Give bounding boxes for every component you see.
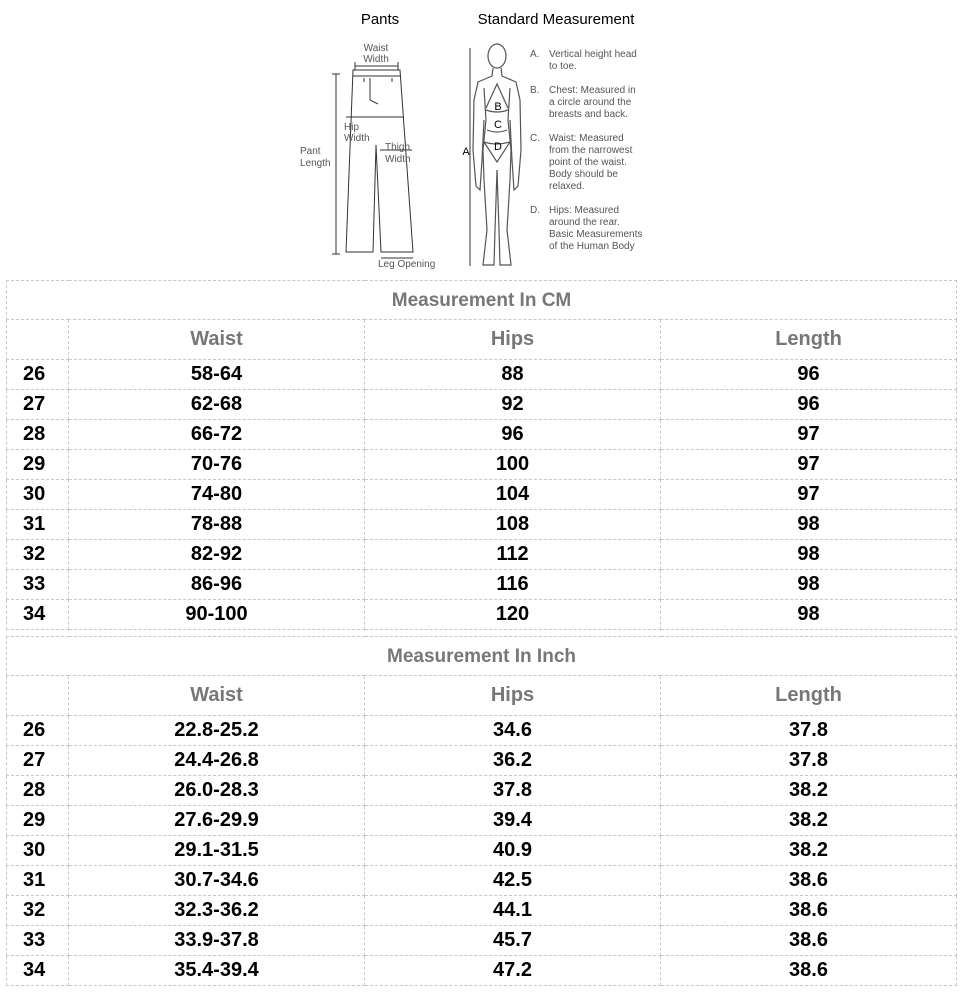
- size-cell: 31: [7, 866, 69, 896]
- length-cell: 38.6: [661, 956, 957, 986]
- size-cell: 34: [7, 600, 69, 630]
- waist-cell: 29.1-31.5: [69, 836, 365, 866]
- table-row: [7, 806, 957, 836]
- waist-cell: 22.8-25.2: [69, 716, 365, 746]
- hips-cell: 47.2: [365, 956, 661, 986]
- length-cell: 37.8: [661, 746, 957, 776]
- thigh-width-label-1: Thigh: [385, 142, 411, 153]
- table-title-row: [7, 281, 957, 320]
- letter-d: D: [494, 141, 502, 153]
- size-cell: 29: [7, 450, 69, 480]
- waist-cell: 58-64: [69, 360, 365, 390]
- body-figure: [470, 44, 521, 266]
- length-cell: 38.6: [661, 896, 957, 926]
- measurement-inch-table: [6, 636, 957, 986]
- length-cell: 98: [661, 570, 957, 600]
- length-cell: 38.2: [661, 836, 957, 866]
- waist-cell: 33.9-37.8: [69, 926, 365, 956]
- hips-cell: 44.1: [365, 896, 661, 926]
- letter-b: B: [494, 101, 502, 113]
- size-cell: 27: [7, 390, 69, 420]
- size-cell: 26: [7, 716, 69, 746]
- note-d-letter: D.: [530, 205, 540, 216]
- table-row: [7, 540, 957, 570]
- hips-cell: 108: [365, 510, 661, 540]
- waist-width-label-1: Waist: [363, 43, 389, 54]
- length-header: Length: [661, 320, 957, 360]
- hips-cell: 40.9: [365, 836, 661, 866]
- waist-cell: 26.0-28.3: [69, 776, 365, 806]
- size-cell: 33: [7, 570, 69, 600]
- hips-cell: 36.2: [365, 746, 661, 776]
- note-c-line-1: Waist: Measured: [549, 133, 624, 144]
- hips-cell: 39.4: [365, 806, 661, 836]
- size-cell: 32: [7, 540, 69, 570]
- length-cell: 98: [661, 510, 957, 540]
- pant-length-label-1: Pant: [300, 146, 321, 157]
- table-title: Measurement In Inch: [7, 637, 957, 676]
- table-row: [7, 570, 957, 600]
- hip-width-label-1: Hip: [344, 122, 360, 133]
- waist-width-label-2: Width: [363, 54, 389, 65]
- waist-cell: 27.6-29.9: [69, 806, 365, 836]
- length-cell: 37.8: [661, 716, 957, 746]
- measurement-cm-table: [6, 280, 957, 630]
- pants-title: Pants: [360, 11, 400, 28]
- measurement-diagram: [0, 0, 962, 280]
- waist-cell: 30.7-34.6: [69, 866, 365, 896]
- size-cell: 30: [7, 836, 69, 866]
- hips-cell: 88: [365, 360, 661, 390]
- standard-measurement-title: Standard Measurement: [477, 11, 635, 28]
- hips-cell: 100: [365, 450, 661, 480]
- table-row: [7, 866, 957, 896]
- note-b-letter: B.: [530, 85, 540, 96]
- table-row: [7, 896, 957, 926]
- length-cell: 96: [661, 390, 957, 420]
- length-cell: 96: [661, 360, 957, 390]
- waist-cell: 86-96: [69, 570, 365, 600]
- size-cell: 29: [7, 806, 69, 836]
- size-cell: 28: [7, 776, 69, 806]
- size-header: [7, 676, 69, 716]
- table-row: [7, 480, 957, 510]
- waist-cell: 62-68: [69, 390, 365, 420]
- size-cell: 28: [7, 420, 69, 450]
- table-row: [7, 716, 957, 746]
- table-row: [7, 746, 957, 776]
- hips-cell: 96: [365, 420, 661, 450]
- table-title: Measurement In CM: [7, 281, 957, 320]
- table-row: [7, 600, 957, 630]
- length-cell: 38.2: [661, 806, 957, 836]
- size-cell: 26: [7, 360, 69, 390]
- length-cell: 98: [661, 600, 957, 630]
- length-cell: 38.2: [661, 776, 957, 806]
- note-d-line-3: Basic Measurements: [549, 229, 643, 240]
- note-c-line-3: point of the waist.: [549, 157, 627, 168]
- letter-a: A: [462, 146, 470, 158]
- size-header: [7, 320, 69, 360]
- size-cell: 27: [7, 746, 69, 776]
- note-c-line-5: relaxed.: [549, 181, 585, 192]
- table-row: [7, 510, 957, 540]
- waist-cell: 78-88: [69, 510, 365, 540]
- hips-header: Hips: [365, 320, 661, 360]
- hips-cell: 104: [365, 480, 661, 510]
- length-cell: 38.6: [661, 926, 957, 956]
- thigh-width-label-2: Width: [385, 154, 411, 165]
- note-a-line-2: to toe.: [549, 61, 577, 72]
- waist-cell: 90-100: [69, 600, 365, 630]
- table-title-row: [7, 637, 957, 676]
- hips-header: Hips: [365, 676, 661, 716]
- waist-cell: 70-76: [69, 450, 365, 480]
- waist-cell: 32.3-36.2: [69, 896, 365, 926]
- size-cell: 31: [7, 510, 69, 540]
- note-d-line-2: around the rear.: [549, 217, 620, 228]
- note-c-line-2: from the narrowest: [549, 145, 633, 156]
- waist-cell: 82-92: [69, 540, 365, 570]
- table-row: [7, 360, 957, 390]
- size-cell: 34: [7, 956, 69, 986]
- length-header: Length: [661, 676, 957, 716]
- waist-cell: 35.4-39.4: [69, 956, 365, 986]
- size-cell: 33: [7, 926, 69, 956]
- table-row: [7, 390, 957, 420]
- leg-opening-label: Leg Opening: [378, 259, 436, 270]
- table-row: [7, 420, 957, 450]
- pant-length-label-2: Length: [300, 158, 331, 169]
- note-c-line-4: Body should be: [549, 169, 618, 180]
- waist-cell: 66-72: [69, 420, 365, 450]
- hips-cell: 120: [365, 600, 661, 630]
- measurement-notes: [530, 49, 642, 252]
- hip-width-label-2: Width: [344, 133, 370, 144]
- table-row: [7, 836, 957, 866]
- waist-header: Waist: [69, 320, 365, 360]
- note-a-letter: A.: [530, 49, 540, 60]
- hips-cell: 116: [365, 570, 661, 600]
- table-row: [7, 956, 957, 986]
- hips-cell: 45.7: [365, 926, 661, 956]
- waist-header: Waist: [69, 676, 365, 716]
- hips-cell: 92: [365, 390, 661, 420]
- waist-cell: 24.4-26.8: [69, 746, 365, 776]
- note-b-line-1: Chest: Measured in: [549, 85, 636, 96]
- waist-cell: 74-80: [69, 480, 365, 510]
- note-b-line-2: a circle around the: [549, 97, 632, 108]
- table-header-row: [7, 676, 957, 716]
- size-cell: 32: [7, 896, 69, 926]
- hips-cell: 42.5: [365, 866, 661, 896]
- length-cell: 97: [661, 480, 957, 510]
- note-d-line-1: Hips: Measured: [549, 205, 620, 216]
- note-c-letter: C.: [530, 133, 540, 144]
- length-cell: 97: [661, 420, 957, 450]
- length-cell: 38.6: [661, 866, 957, 896]
- letter-c: C: [494, 119, 502, 131]
- note-d-line-4: of the Human Body: [549, 241, 635, 252]
- note-a-line-1: Vertical height head: [549, 49, 637, 60]
- table-row: [7, 776, 957, 806]
- hips-cell: 34.6: [365, 716, 661, 746]
- length-cell: 98: [661, 540, 957, 570]
- hips-cell: 112: [365, 540, 661, 570]
- table-row: [7, 450, 957, 480]
- note-b-line-3: breasts and back.: [549, 109, 628, 120]
- size-cell: 30: [7, 480, 69, 510]
- table-header-row: [7, 320, 957, 360]
- length-cell: 97: [661, 450, 957, 480]
- table-row: [7, 926, 957, 956]
- hips-cell: 37.8: [365, 776, 661, 806]
